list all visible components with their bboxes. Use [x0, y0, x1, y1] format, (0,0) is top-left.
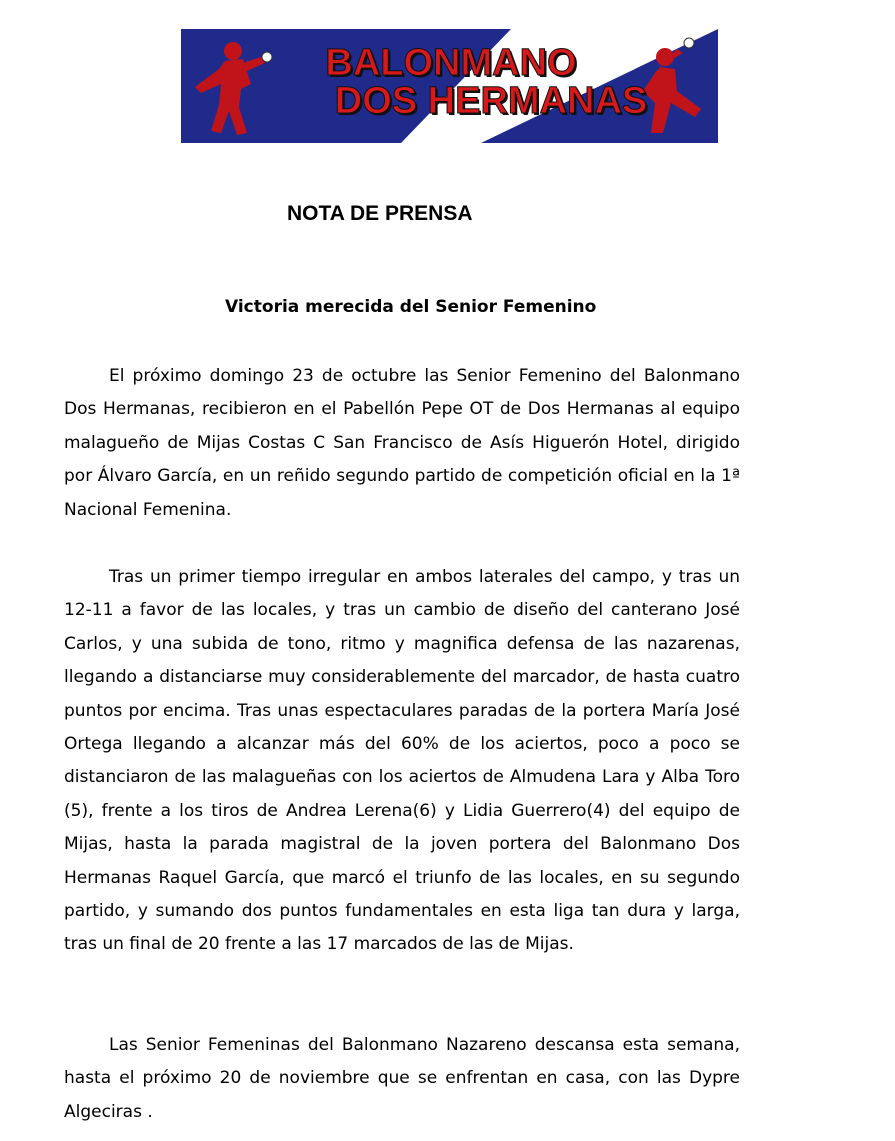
banner-text: [181, 29, 718, 143]
paragraph-2: Tras un primer tiempo irregular en ambos laterales del campo, y tras un 12-11 a favor de las locales, y tras un cambio de diseño del canterano José Carlos, y una subida de tono, ritmo y magnifica defensa de las nazarenas, llegando a distanciarse muy considerablemente del marcador, de hasta cuatro puntos por encima. Tras unas espectaculares paradas de la portera María José Ortega llegando a alcanzar más del 60% de los aciertos, poco a poco se distanciaron de las malagueñas con los aciertos de Almudena Lara y Alba Toro (5), frente a los tiros de Andrea Lerena(6) y Lidia Guerrero(4) del equipo de Mijas, hasta la parada magistral de la joven portera del Balonmano Dos Hermanas Raquel García, que marcó el triunfo de las locales, en su segundo partido, y sumando dos puntos fundamentales en esta liga tan dura y larga, tras un final de 20 frente a las 17 marcados de las de Mijas.: [64, 567, 740, 955]
article-headline: Victoria merecida del Senior Femenino: [225, 297, 597, 317]
paragraph-1: El próximo domingo 23 de octubre las Senior Femenino del Balonmano Dos Hermanas, recibieron en el Pabellón Pepe OT de Dos Hermanas al equipo malagueño de Mijas Costas C San Francisco de Asís Higuerón Hotel, dirigido por Álvaro García, en un reñido segundo partido de competición oficial en la 1ª Nacional Femenina.: [64, 366, 740, 520]
page-title: NOTA DE PRENSA: [287, 202, 473, 225]
club-banner-logo: [181, 29, 718, 143]
banner-line-2: DOS HERMANAS: [334, 80, 648, 122]
paragraph-3: Las Senior Femeninas del Balonmano Nazareno descansa esta semana, hasta el próximo 20 de noviembre que se enfrentan en casa, con las Dypre Algeciras .: [64, 1035, 740, 1122]
banner-line-1: BALONMANO: [325, 42, 577, 84]
